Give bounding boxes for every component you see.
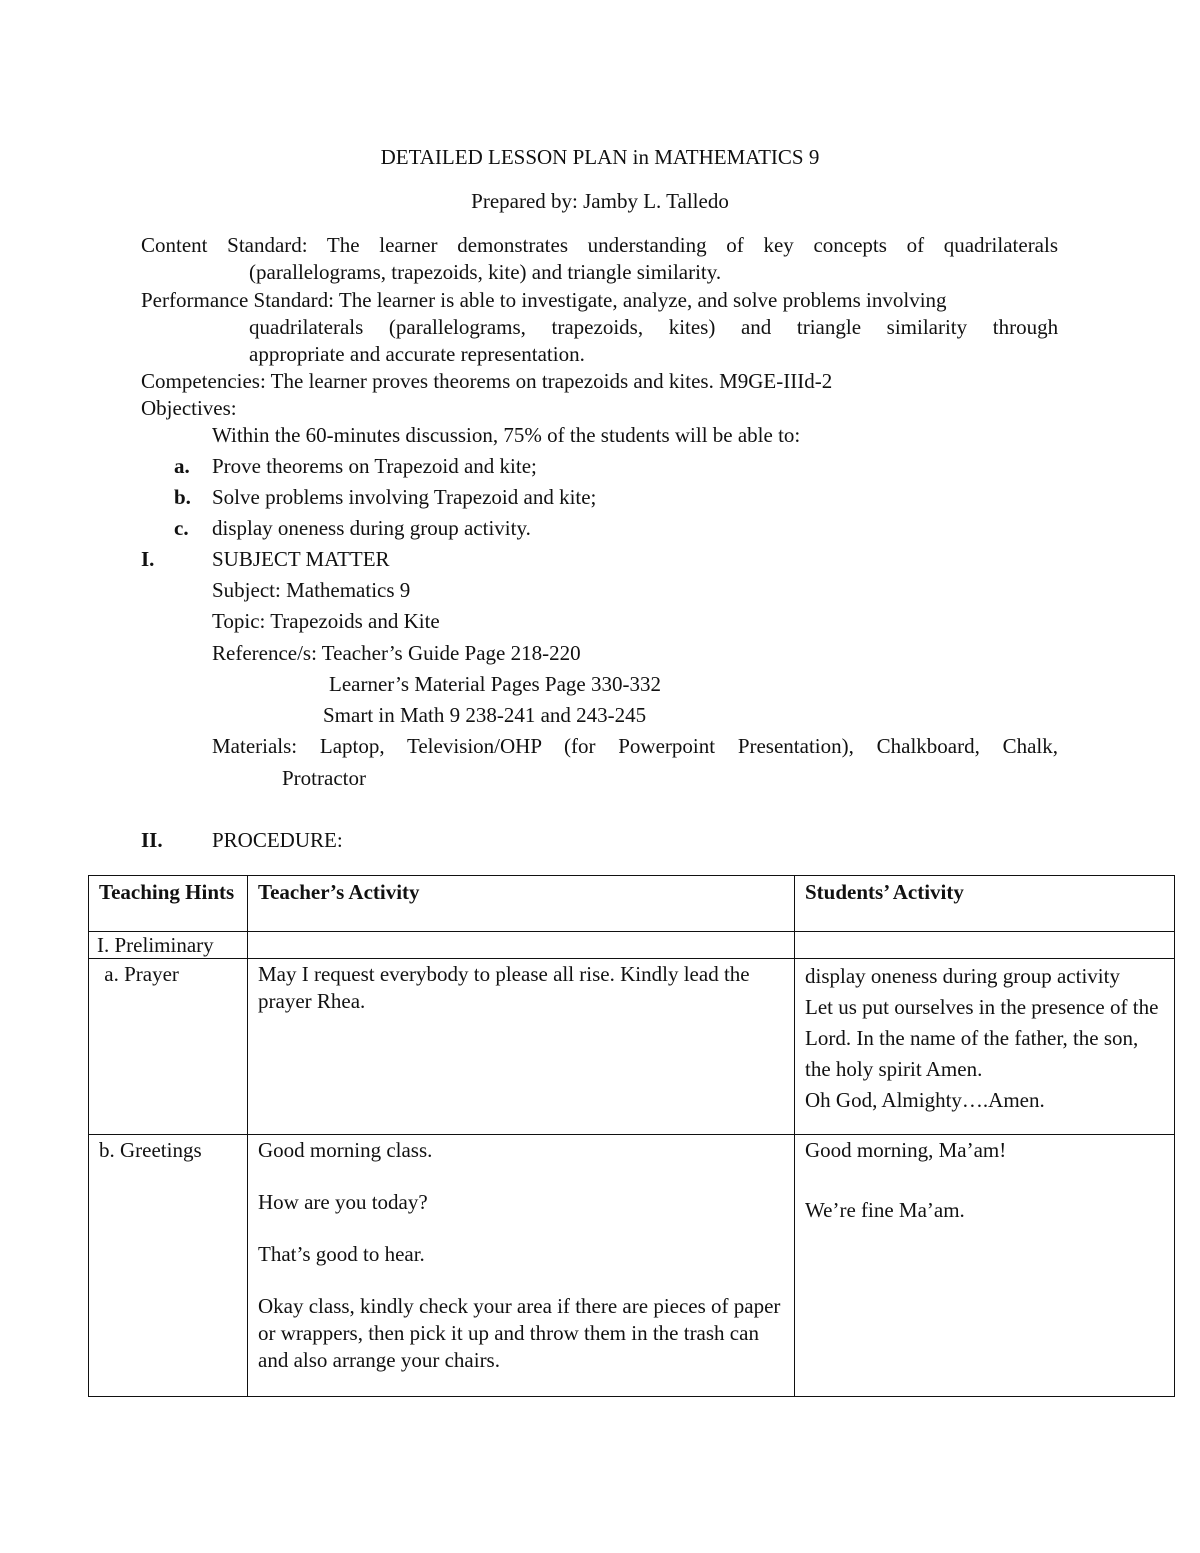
table-header-row [89, 876, 1175, 932]
objectives-label: Objectives: [141, 396, 237, 420]
header-teachers-activity: Teacher’s Activity [248, 876, 795, 932]
greetings-teacher-line: That’s good to hear. [258, 1242, 425, 1266]
materials-line2: Protractor [282, 766, 366, 790]
objective-letter-a: a. [174, 454, 190, 478]
table-row [89, 959, 1175, 1135]
header-teaching-hints: Teaching Hints [89, 876, 248, 932]
procedure-heading: PROCEDURE: [212, 828, 343, 852]
document-title: DETAILED LESSON PLAN in MATHEMATICS 9 [380, 145, 820, 169]
objective-b: Solve problems involving Trapezoid and kite; [212, 485, 597, 509]
empty-cell [248, 932, 795, 959]
empty-cell [795, 932, 1175, 959]
preliminary-cell: I. Preliminary [89, 932, 248, 959]
reference-line1: Reference/s: Teacher’s Guide Page 218-220 [212, 641, 581, 665]
greetings-teacher-line: Good morning class. [258, 1138, 433, 1162]
performance-standard-line2: quadrilaterals (parallelograms, trapezoids, kites) and triangle similarity through [249, 315, 1059, 339]
prayer-hint: a. Prayer [89, 959, 248, 1135]
table-row [89, 932, 1175, 959]
objective-letter-c: c. [174, 516, 189, 540]
greetings-students [795, 1135, 1175, 1397]
reference-line2: Learner’s Material Pages Page 330-332 [329, 672, 662, 696]
greetings-hint: b. Greetings [89, 1135, 248, 1397]
content-standard-line2: (parallelograms, trapezoids, kite) and triangle similarity. [249, 260, 722, 284]
prayer-student-line: Oh God, Almighty….Amen. [805, 1088, 1045, 1112]
performance-standard-line1: Performance Standard: The learner is able to investigate, analyze, and solve problems involving [141, 288, 947, 312]
greetings-teacher [248, 1135, 795, 1397]
greetings-teacher-line: Okay class, kindly check your area if there are pieces of paper or wrappers, then pick it up and throw them in the trash can and also arrange your chairs. [258, 1294, 781, 1372]
prayer-students [795, 959, 1175, 1135]
performance-standard-line3: appropriate and accurate representation. [249, 342, 585, 366]
greetings-teacher-line: How are you today? [258, 1190, 428, 1214]
table-row [89, 1135, 1175, 1397]
subject-matter-numeral: I. [141, 547, 155, 571]
prayer-teacher: May I request everybody to please all rise. Kindly lead the prayer Rhea. [248, 959, 795, 1135]
prayer-student-line: display oneness during group activity [805, 964, 1120, 988]
procedure-numeral: II. [141, 828, 163, 852]
procedure-table [88, 875, 1175, 1397]
competencies: Competencies: The learner proves theorems on trapezoids and kites. M9GE-IIId-2 [141, 369, 833, 393]
greetings-student-line: Good morning, Ma’am! [805, 1138, 1007, 1162]
subject-matter-heading: SUBJECT MATTER [212, 547, 390, 571]
content-standard-line1: Content Standard: The learner demonstrates understanding of key concepts of quadrilaterals [141, 233, 1059, 257]
objectives-intro: Within the 60-minutes discussion, 75% of the students will be able to: [212, 423, 801, 447]
objective-c: display oneness during group activity. [212, 516, 531, 540]
topic-line: Topic: Trapezoids and Kite [212, 609, 440, 633]
reference-line3: Smart in Math 9 238-241 and 243-245 [323, 703, 647, 727]
prayer-student-line: Let us put ourselves in the presence of the Lord. In the name of the father, the son, the holy spirit Amen. [805, 995, 1159, 1081]
objective-letter-b: b. [174, 485, 191, 509]
prepared-by: Prepared by: Jamby L. Talledo [471, 189, 729, 213]
materials-line1: Materials: Laptop, Television/OHP (for Powerpoint Presentation), Chalkboard, Chalk, [212, 734, 1059, 758]
subject-line: Subject: Mathematics 9 [212, 578, 411, 602]
objective-a: Prove theorems on Trapezoid and kite; [212, 454, 537, 478]
greetings-student-line: We’re fine Ma’am. [805, 1198, 965, 1222]
header-students-activity: Students’ Activity [795, 876, 1175, 932]
